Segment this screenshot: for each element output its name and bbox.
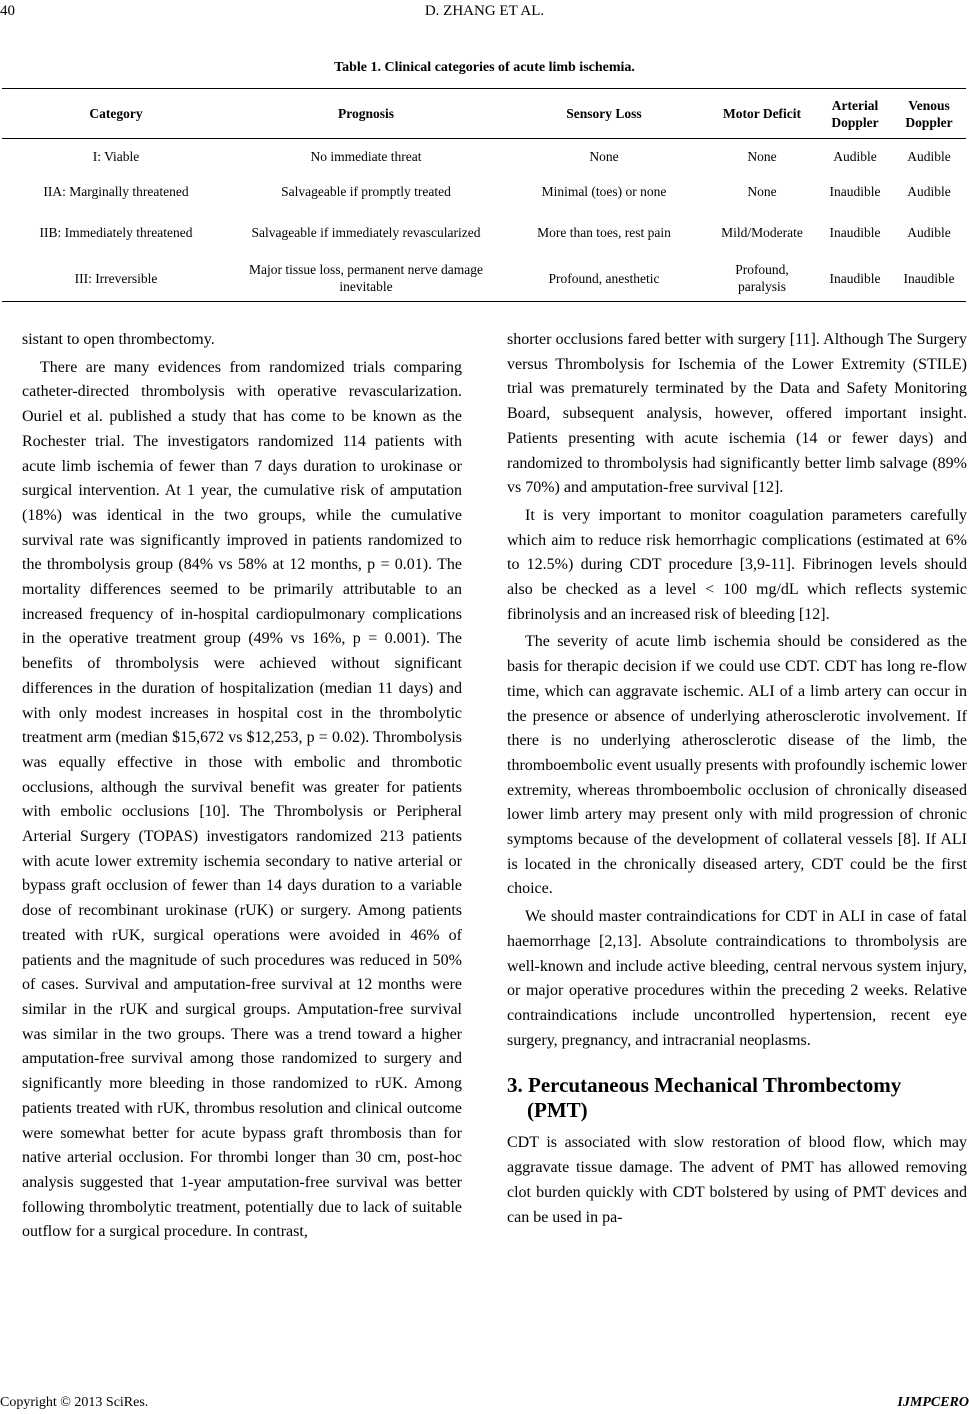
table-header-row (2, 89, 966, 139)
table-cell: Profound, paralysis (706, 255, 818, 302)
body-paragraph: sistant to open thrombectomy. (22, 331, 215, 348)
table-cell: Inaudible (829, 184, 881, 199)
column-header: Prognosis (230, 89, 502, 139)
body-paragraph: We should master contraindications for CDT in ALI in case of fatal haemorrhage [2,13]. Absolute contraindications to thrombolysis are well-known and include active bleeding, central nervous system injury, or major operative procedures within the preceding 2 weeks. Relative contraindications include uncontrolled hypertension, recent eye surgery, pregnancy, and intracranial neoplasms. (507, 908, 967, 1049)
table-row (2, 255, 966, 302)
table-cell: Audible (907, 224, 951, 240)
section-heading: 3. Percutaneous Mechanical Thrombectomy (PMT) (507, 1073, 902, 1123)
column-header: Motor Deficit (706, 89, 818, 139)
table-cell: None (589, 149, 619, 164)
running-header (0, 3, 969, 23)
table-cell: Salvageable if promptly treated (281, 184, 451, 199)
page-number: 40 (0, 3, 15, 19)
table-cell: More than toes, rest pain (537, 224, 671, 240)
table-row (2, 174, 966, 209)
table-row (2, 209, 966, 255)
table-cell: Audible (907, 184, 951, 199)
table-cell: IIA: Marginally threatened (43, 184, 189, 199)
clinical-categories-table (2, 88, 966, 302)
table-cell: Profound, anesthetic (502, 255, 706, 302)
table-cell: III: Irreversible (2, 255, 230, 302)
right-text-column (507, 328, 967, 1230)
left-text-column (22, 328, 462, 1245)
table-cell: None (747, 184, 777, 199)
table-cell: Major tissue loss, permanent nerve damage inevitable (230, 255, 502, 302)
table-cell: I: Viable (92, 149, 140, 164)
table-cell: Audible (833, 149, 877, 164)
column-header: Arterial Doppler (818, 89, 892, 139)
table-cell: Audible (907, 149, 951, 164)
table-cell: Mild/Moderate (721, 224, 803, 240)
table-cell: None (747, 149, 777, 164)
table-row (2, 139, 966, 175)
body-paragraph: It is very important to monitor coagulation parameters carefully which aim to reduce risk hemorrhagic complications (estimated at 6% to 12.5%) during CDT procedure [3,9-11]. Fibrinogen levels should also be checked as a level < 100 mg/dL which reflects systemic fibrinolysis and an increased risk of bleeding [12]. (507, 506, 967, 623)
table-cell: Minimal (toes) or none (541, 184, 667, 199)
body-paragraph: The severity of acute limb ischemia should be considered as the basis for therapic decision if we could use CDT. CDT has long re-flow time, which can aggravate ischemic. ALI of a limb artery can occur in the presence or absence of underlying atherosclerotic involvement. If there is no underlying atherosclerotic disease of the limb, the thromboembolic event usually presents with profoundly ischemic lower extremity, whereas thromboembolic occlusion of chronically diseased lower limb artery may present only with mild progression of chronic symptoms because of the development of collateral vessels [8]. If ALI is located in the chronically diseased artery, CDT could be the first choice. (507, 633, 967, 898)
body-paragraph: There are many evidences from randomized trials comparing catheter-directed thrombolysis with operative revascularization. Ouriel et al. published a study that has come to be known as the Rochester trial. The investigators randomized 114 patients with acute limb ischemia of fewer than 7 days duration to urokinase or surgical intervention. At 1 year, the cumulative risk of amputation (18%) was identical in the two groups, while the cumulative survival rate was significantly improved in patients randomized to the thrombolysis group (84% vs 58% at 12 months, p = 0.01). The mortality differences seemed to be primarily attributable to an increased frequency of in-hospital cardiopulmonary complications in the operative treatment group (49% vs 16%, p = 0.001). The benefits of thrombolysis were achieved without significant differences in the duration of hospitalization (median 11 days) and with only modest increases in hospital cost in the thrombolytic treatment arm (median $15,672 vs $12,253, p = 0.02). Thrombolysis was equally effective in those with embolic and thrombotic occlusions, although the survival benefit was greater for patients with embolic occlusions [10]. The Thrombolysis or Peripheral Arterial Surgery (TOPAS) investigators randomized 213 patients with acute lower extremity ischemia secondary to native arterial or bypass graft occlusion of fewer than 14 days duration to a variable dose of recombinant urokinase (rUK) or surgery. Among patients treated with rUK, surgical operations were avoided in 46% of patients and the magnitude of such procedures was reduced in 50% of cases. Survival and amputation-free survival at 12 months were similar in the rUK and surgical groups. Amputation-free survival was similar in the two groups. There was a trend toward a higher amputation-free survival among those randomized to surgery and significantly more bleeding in those randomized to rUK. Among patients treated with rUK, thrombus resolution and clinical outcome were somewhat better for acute bypass graft thrombosis than for native arterial occlusion. For thrombi longer than 30 cm, post-hoc analysis suggested that 1-year amputation-free survival was better following thrombolytic treatment, potentially due to lack of suitable outflow for a surgical procedure. In contrast, (22, 358, 462, 1241)
table-cell: Inaudible (818, 255, 892, 302)
column-header: Category (2, 89, 230, 139)
table-cell: Salvageable if immediately revascularized (251, 224, 481, 240)
journal-name: IJMPCERO (897, 1395, 969, 1410)
column-header: Venous Doppler (892, 89, 966, 139)
body-paragraph: shorter occlusions fared better with surgery [11]. Although The Surgery versus Thrombolysis for Ischemia of the Lower Extremity (STILE) trial was prematurely terminated by the Data and Safety Monitoring Board, subsequent analysis, however, offered important insight. Patients presenting with acute ischemia (14 or fewer days) and randomized to thrombolysis had significantly better limb salvage (89% vs 70%) and amputation-free survival [12]. (507, 331, 967, 497)
table-cell: No immediate threat (310, 149, 422, 164)
table-cell: Inaudible (892, 255, 966, 302)
running-head-authors: D. ZHANG ET AL. (424, 3, 545, 19)
table-cell: Inaudible (829, 224, 881, 240)
table-caption: Table 1. Clinical categories of acute limb ischemia. (334, 60, 635, 75)
body-paragraph: CDT is associated with slow restoration of blood flow, which may aggravate tissue damage. The advent of PMT has allowed removing clot burden quickly with CDT bolstered by using of PMT devices and can be used in pa- (507, 1134, 967, 1226)
copyright-notice: Copyright © 2013 SciRes. (0, 1395, 149, 1410)
column-header: Sensory Loss (502, 89, 706, 139)
table-cell: IIB: Immediately threatened (39, 224, 193, 240)
